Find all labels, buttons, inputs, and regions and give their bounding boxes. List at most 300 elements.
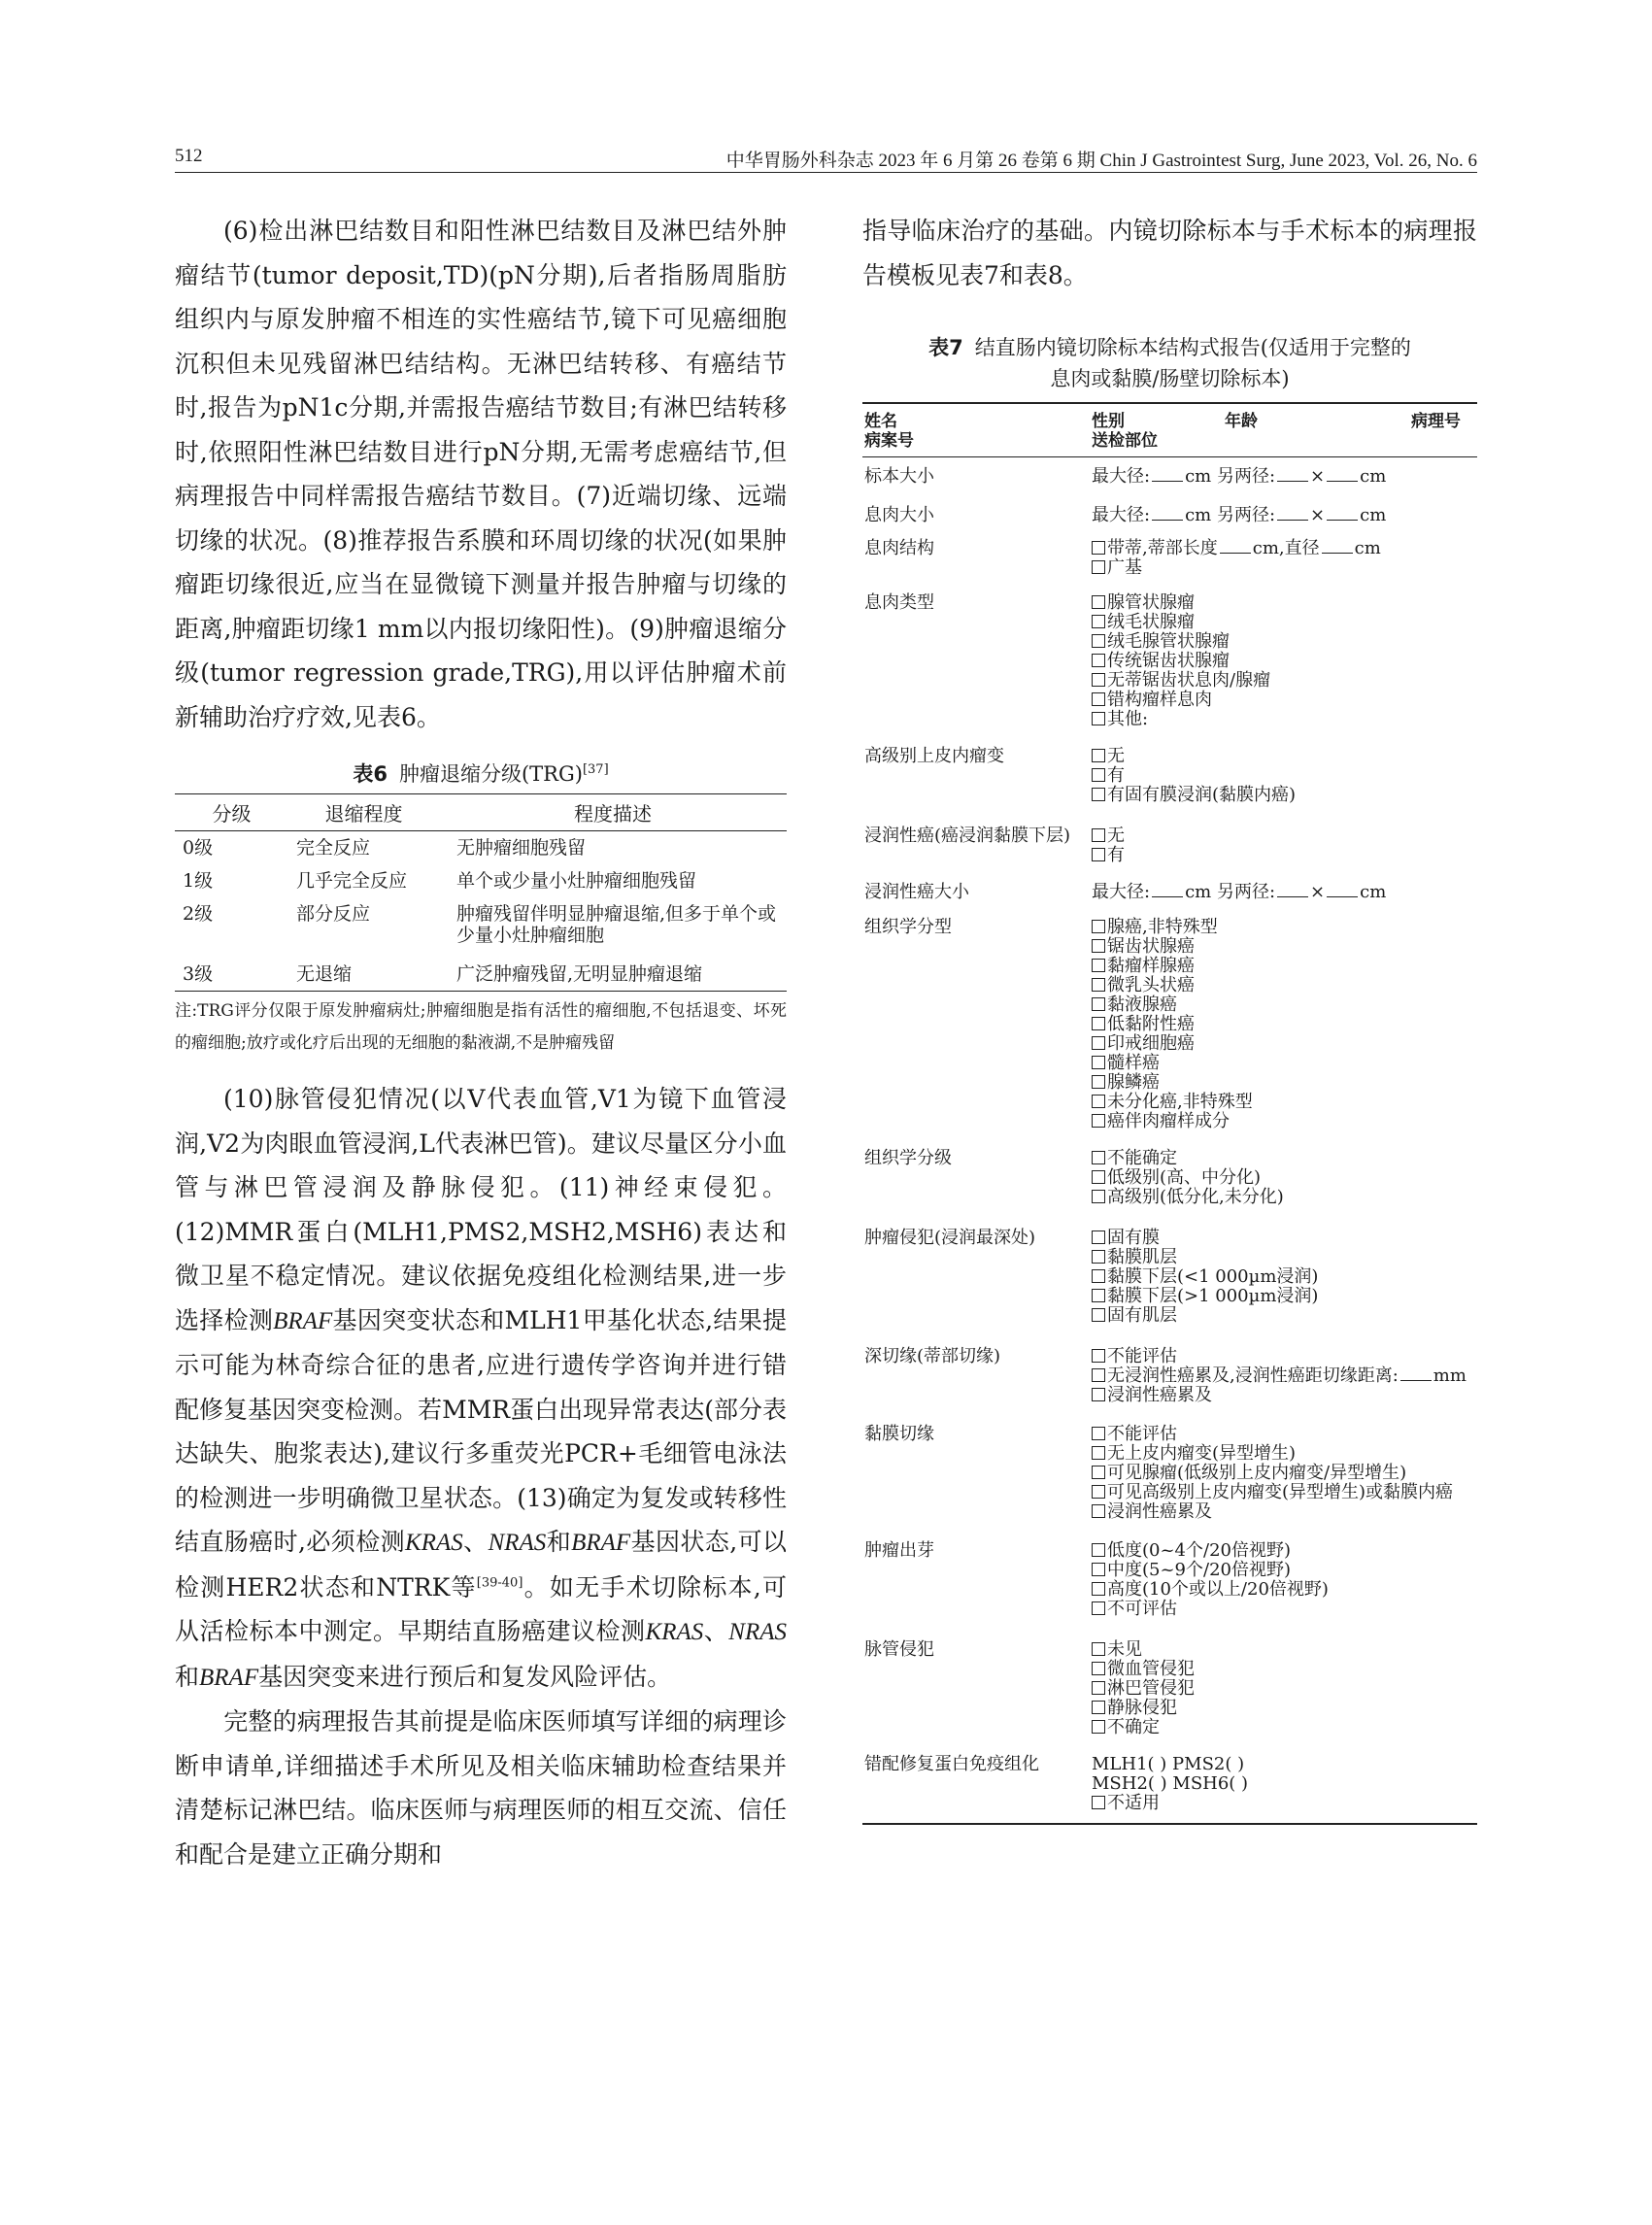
checkbox-option [1092,1267,1476,1287]
checkbox [1092,1466,1105,1479]
option-text: 有 [1107,845,1125,865]
option-text: 可见高级别上皮内瘤变(异型增生)或黏膜内癌 [1107,1482,1454,1502]
header-case-no: 病案号 [864,431,914,451]
checkbox-option [1092,1580,1476,1600]
table-cell: 肿瘤残留伴明显肿瘤退缩,但多于单个或少量小灶肿瘤细胞 [456,903,777,946]
checkbox [1092,595,1105,609]
table-row [862,1534,1477,1633]
blank-line [1277,481,1308,482]
row-label: 浸润性癌(癌浸润黏膜下层) [864,826,1071,846]
checkbox-option [1092,710,1476,729]
checkbox-option [1092,1561,1476,1580]
gene-name: BRAF [273,1307,333,1334]
checkbox-option [1092,766,1476,786]
table-cell: 完全反应 [296,837,371,859]
checkbox [1092,1190,1105,1203]
option-text: 不适用 [1107,1793,1160,1813]
option-text: 高度(10个或以上/20倍视野) [1107,1579,1329,1600]
option-text: 带蒂,蒂部长度 [1107,538,1218,558]
table-row [862,875,1477,910]
checkbox-option [1092,937,1476,957]
checkbox [1092,1289,1105,1302]
option-text: 低黏附性癌 [1107,1014,1195,1034]
checkbox-option [1092,1229,1476,1248]
size-label: 另两径: [1216,466,1276,487]
header-rule [175,172,1477,173]
paragraph-text: 基因突变来进行预后和复发风险评估。 [258,1662,672,1691]
checkbox [1092,1504,1105,1518]
option-text: 低级别(高、中分化) [1107,1167,1262,1188]
table7-caption [862,332,1477,394]
checkbox-option [1092,1054,1476,1073]
table-row [862,1417,1477,1534]
table6 [175,793,787,992]
size-label: 最大径: [1092,505,1151,525]
checkbox-option [1092,1248,1476,1267]
row-label: 组织学分型 [864,917,952,937]
checkbox [1092,1601,1105,1615]
checkbox-option [1092,1718,1476,1737]
option-text: cm,直径 [1252,538,1320,558]
option-text: 不可评估 [1107,1599,1177,1619]
row-label: 标本大小 [864,466,934,487]
checkbox-option [1092,671,1476,691]
option-text: 不能评估 [1107,1346,1177,1366]
separator: 和 [175,1662,200,1691]
checkbox-option [1092,1541,1476,1561]
checkbox [1092,1720,1105,1734]
checkbox [1092,1681,1105,1695]
checkbox-option [1092,652,1476,671]
table7-title-line1: 结直肠内镜切除标本结构式报告(仅适用于完整的 [974,336,1411,359]
checkbox [1092,692,1105,706]
checkbox [1092,1056,1105,1069]
option-text: 未见 [1107,1639,1142,1660]
row-label: 息肉类型 [864,592,934,613]
unit-cm: cm [1185,882,1217,902]
checkbox-option [1092,918,1476,937]
row-label: 浸润性癌大小 [864,882,969,902]
checkbox-option [1092,1306,1476,1326]
checkbox [1092,1662,1105,1675]
separator: 、 [462,1528,489,1556]
option-text: 广基 [1107,557,1142,578]
blank-line [1327,481,1358,482]
blank-line [1277,896,1308,897]
checkbox-option [1092,593,1476,613]
separator: 和 [546,1528,572,1556]
checkbox [1092,1427,1105,1440]
table-row [862,739,1477,819]
checkbox [1092,1642,1105,1656]
table6-title: 肿瘤退缩分级(TRG) [398,762,583,786]
checkbox [1092,1796,1105,1809]
row-label: 组织学分级 [864,1148,952,1168]
checkbox [1092,848,1105,861]
checkbox [1092,1543,1105,1557]
table-cell: 几乎完全反应 [296,870,408,892]
unit-cm: cm [1360,466,1387,487]
table-cell: 广泛肿瘤残留,无明显肿瘤退缩 [439,958,787,992]
table-row [175,897,787,958]
row-label: 高级别上皮内瘤变 [864,746,1004,766]
paragraph-text: 。如无手术切除标本,可从活检标本中测定。早期结直肠癌建议检测 [175,1572,787,1645]
option-text: 锯齿状腺癌 [1107,936,1195,957]
header-sex: 性别 [1092,412,1125,431]
option-text: 绒毛状腺瘤 [1107,612,1195,632]
checkbox [1092,1170,1105,1184]
table-row [862,910,1477,1141]
mmr-line: MLH1( ) PMS2( ) [1092,1754,1245,1774]
table6-col-degree: 退缩程度 [288,794,439,831]
table6-note: 注:TRG评分仅限于原发肿瘤病灶;肿瘤细胞是指有活性的瘤细胞,不包括退变、坏死的瘤细胞;放疗或化疗后出现的无细胞的黏液湖,不是肿瘤残留 [175,1001,787,1053]
mmr-line: MSH2( ) MSH6( ) [1092,1773,1249,1794]
gene-name: KRAS [405,1530,463,1556]
option-text: 无 [1107,826,1125,846]
gene-name: BRAF [199,1664,259,1691]
unit-cm: cm [1185,466,1217,487]
checkbox [1092,1114,1105,1128]
table-row [862,819,1477,875]
blank-line [1327,520,1358,521]
table-cell: 部分反应 [296,903,371,925]
checkbox [1092,959,1105,972]
option-text: cm [1354,538,1381,558]
checkbox [1092,1017,1105,1030]
body-paragraph-4: 指导临床治疗的基础。内镜切除标本与手术标本的病理报告模板见表7和表8。 [862,217,1477,289]
table-row [175,864,787,897]
row-value [1091,875,1477,910]
option-text: 印戒细胞癌 [1107,1033,1195,1054]
blank-line [1322,553,1353,554]
table-cell: 3级 [175,958,288,992]
row-label: 错配修复蛋白免疫组化 [864,1754,1039,1774]
option-text: 微血管侵犯 [1107,1659,1195,1679]
option-text: 腺癌,非特殊型 [1107,917,1218,937]
checkbox [1092,788,1105,801]
unit-cm: cm [1360,505,1387,525]
option-text: 黏瘤样腺癌 [1107,956,1195,976]
table6-ref: [37] [582,762,609,777]
checkbox-option [1092,1444,1476,1464]
checkbox-option [1092,976,1476,995]
blank-line [1220,553,1251,554]
row-label: 息肉结构 [864,538,934,558]
checkbox [1092,1701,1105,1714]
header-path-no: 病理号 [1411,412,1461,431]
table-row [862,1339,1477,1417]
size-label: 另两径: [1216,882,1276,902]
row-value [1091,910,1477,1141]
checkbox-option [1092,1188,1476,1207]
checkbox [1092,749,1105,762]
option-text: 黏膜下层(<1 000µm浸润) [1107,1266,1319,1287]
option-text: 低度(0~4个/20倍视野) [1107,1540,1291,1561]
checkbox-option [1092,632,1476,652]
checkbox [1092,1095,1105,1108]
table6-col-grade: 分级 [175,794,288,831]
checkbox-option [1092,1600,1476,1619]
option-text: 可见腺瘤(低级别上皮内瘤变/异型增生) [1107,1463,1407,1483]
checkbox [1092,828,1105,842]
option-text: 静脉侵犯 [1107,1698,1177,1718]
body-paragraph-2 [175,1077,787,1700]
checkbox-option [1092,1794,1476,1813]
gene-name: KRAS [645,1619,704,1645]
paragraph-text: (10)脉管侵犯情况(以V代表血管,V1为镜下血管浸润,V2为肉眼血管浸润,L代表淋巴管)。建议尽量区分小血管与淋巴管浸润及静脉侵犯。(11)神经束侵犯。(12)MMR蛋白(MLH1,PMS2,MSH2,MSH6)表达和微卫星不稳定情况。建议依据免疫组化检测结果,进一步选择检测 [175,1085,787,1334]
header-name: 姓名 [864,412,897,431]
option-text: 有 [1107,765,1125,786]
checkbox-option [1092,1660,1476,1679]
option-text: 中度(5~9个/20倍视野) [1107,1560,1291,1580]
blank-line [1277,520,1308,521]
gene-name: NRAS [728,1619,787,1645]
paragraph-text: 基因突变状态和MLH1甲基化状态,结果提示可能为林奇综合征的患者,应进行遗传学咨询并进行错配修复基因突变检测。若MMR蛋白出现异常表达(部分表达缺失、胞浆表达),建议行多重荧光PCR+毛细管电泳法的检测进一步明确微卫星状态。(13)确定为复发或转移性结直肠癌时,必须检测 [175,1305,787,1556]
table7-header-right [1091,403,1477,457]
left-column [175,209,787,1876]
row-label: 息肉大小 [864,505,934,525]
gene-name: BRAF [571,1530,631,1556]
row-value [1091,498,1477,531]
row-value [1091,1141,1477,1221]
paragraph-text: 基因状态,可以检测HER2状态和NTRK等 [175,1528,787,1601]
option-text: 固有膜 [1107,1228,1160,1248]
row-label: 黏膜切缘 [864,1424,934,1444]
paragraph-text: (6)检出淋巴结数目和阳性淋巴结数目及淋巴结外肿瘤结节(tumor deposit,TD)(pN分期),后者指肠周脂肪组织内与原发肿瘤不相连的实性癌结节,镜下可见癌细胞沉积但未见残留淋巴结结构。无淋巴结转移、有癌结节时,报告为pN1c分期,并需报告癌结节数目;有淋巴结转移时,依照阳性淋巴结数目进行pN分期,无需考虑癌结节,但病理报告中同样需报告癌结节数目。(7)近端切缘、远端切缘的状况。(8)推荐报告系膜和环周切缘的状况(如果肿瘤距切缘很近,应当在显微镜下测量并报告肿瘤与切缘的距离,肿瘤距切缘1 mm以内报切缘阳性)。(9)肿瘤退缩分级(tumor regression grade,TRG),用以评估肿瘤术前新辅助治疗疗效,见表6。 [175,217,787,731]
table7-title-line2: 息肉或黏膜/肠壁切除标本) [1050,367,1290,390]
row-value [1091,819,1477,875]
blank-line [1152,520,1183,521]
checkbox-option [1092,1093,1476,1112]
checkbox [1092,920,1105,933]
body-paragraph-3 [175,1700,787,1876]
checkbox-option [1092,1112,1476,1131]
option-text: 不确定 [1107,1717,1160,1737]
row-value [1091,1534,1477,1633]
option-text: 黏液腺癌 [1107,995,1177,1015]
table7-header-left [862,403,1091,457]
row-label: 肿瘤侵犯(浸润最深处) [864,1228,1036,1248]
table-cell: 2级 [183,903,214,925]
blank-line [1152,896,1183,897]
times-sign: × [1310,505,1326,525]
table-row [862,457,1477,499]
checkbox-option [1092,1464,1476,1483]
row-label: 肿瘤出芽 [864,1540,934,1561]
size-line [1092,883,1476,902]
option-text: mm [1433,1365,1467,1386]
times-sign: × [1310,466,1326,487]
table6-col-desc: 程度描述 [439,794,787,831]
checkbox-option [1092,846,1476,865]
option-text: 无 [1107,746,1125,766]
row-label: 脉管侵犯 [864,1639,934,1660]
body-paragraph-1 [175,209,787,739]
checkbox [1092,1485,1105,1499]
option-text: 绒毛腺管状腺瘤 [1107,631,1230,652]
citation: [39-40] [476,1575,523,1591]
row-value [1091,586,1477,739]
unit-cm: cm [1360,882,1387,902]
option-text: 癌伴肉瘤样成分 [1107,1111,1230,1131]
checkbox-option [1092,1347,1476,1366]
checkbox [1092,1349,1105,1363]
running-header: 中华胃肠外科杂志 2023 年 6 月第 26 卷第 6 期 Chin J Gastrointest Surg, June 2023, Vol. 26, No. 6 [725,151,1477,171]
checkbox [1092,1446,1105,1460]
table-row [175,958,787,992]
table-row [862,498,1477,531]
checkbox-option [1092,1287,1476,1306]
checkbox-option [1092,995,1476,1015]
table-row [862,531,1477,586]
checkbox-option [1092,613,1476,632]
option-text: 腺管状腺瘤 [1107,592,1195,613]
checkbox-option [1092,1073,1476,1093]
option-text: 有固有膜浸润(黏膜内癌) [1107,785,1297,805]
checkbox-option [1092,786,1476,805]
checkbox [1092,712,1105,725]
checkbox-option [1092,558,1476,578]
checkbox-option [1092,1483,1476,1502]
size-label: 最大径: [1092,882,1151,902]
table7 [862,402,1477,1825]
table6-caption [175,759,787,790]
checkbox [1092,1563,1105,1576]
checkbox-option [1092,1502,1476,1522]
checkbox [1092,1230,1105,1244]
checkbox-option [1092,747,1476,766]
checkbox [1092,673,1105,687]
checkbox [1092,615,1105,628]
checkbox-option [1092,1034,1476,1054]
checkbox [1092,1582,1105,1596]
unit-cm: cm [1185,505,1217,525]
checkbox [1092,1269,1105,1283]
row-value [1091,1339,1477,1417]
checkbox-option [1092,826,1476,846]
option-text: 固有肌层 [1107,1305,1177,1326]
option-text: 传统锯齿状腺瘤 [1107,651,1230,671]
size-line [1092,467,1476,487]
table6-header-row [175,794,787,831]
option-text: 无蒂锯齿状息肉/腺瘤 [1107,670,1271,691]
checkbox-option [1092,1640,1476,1660]
table-row [862,1221,1477,1339]
checkbox-option [1092,1149,1476,1168]
row-label: 深切缘(蒂部切缘) [864,1346,1001,1366]
option-text: 不能确定 [1107,1148,1177,1168]
checkbox [1092,939,1105,953]
checkbox [1092,560,1105,574]
checkbox [1092,1151,1105,1164]
checkbox-option [1092,1386,1476,1405]
paragraph-text: 完整的病理报告其前提是临床医师填写详细的病理诊断申请单,详细描述手术所见及相关临床辅助检查结果并清楚标记淋巴结。临床医师与病理医师的相互交流、信任和配合是建立正确分期和 [175,1707,787,1869]
header-site: 送检部位 [1092,431,1158,451]
table-cell: 单个或少量小灶肿瘤细胞残留 [456,870,697,892]
table-cell: 无退缩 [288,958,439,992]
row-value [1091,1633,1477,1747]
table-cell: 无肿瘤细胞残留 [456,837,587,859]
checkbox [1092,541,1105,555]
option-text: 腺鳞癌 [1107,1072,1160,1093]
right-column [862,209,1477,1825]
table-cell: 0级 [183,837,214,859]
table-row [862,1747,1477,1824]
checkbox-option [1092,1015,1476,1034]
checkbox-option [1092,1168,1476,1188]
row-value [1091,531,1477,586]
page-number: 512 [175,146,203,166]
option-text: 淋巴管侵犯 [1107,1678,1195,1699]
checkbox-option [1092,1679,1476,1699]
row-value [1091,1417,1477,1534]
blank-line [1152,481,1183,482]
option-text: 髓样癌 [1107,1053,1160,1073]
checkbox [1092,768,1105,782]
option-text: 无上皮内瘤变(异型增生) [1107,1443,1297,1464]
row-value [1091,1221,1477,1339]
checkbox [1092,1075,1105,1089]
table-row [862,1141,1477,1221]
table-row [175,831,787,865]
checkbox [1092,1388,1105,1401]
table-cell: 1级 [183,870,214,892]
blank-line [1400,1380,1432,1381]
checkbox-option [1092,1366,1476,1386]
checkbox [1092,1308,1105,1322]
option-text: 不能评估 [1107,1424,1177,1444]
checkbox-option [1092,1699,1476,1718]
header-age: 年龄 [1225,412,1258,431]
row-value [1091,457,1477,499]
checkbox [1092,654,1105,667]
option-text: 微乳头状癌 [1107,975,1195,995]
separator: 、 [703,1617,729,1645]
option-text: 无浸润性癌累及,浸润性癌距切缘距离: [1107,1365,1399,1386]
checkbox [1092,978,1105,992]
blank-line [1327,896,1358,897]
times-sign: × [1310,882,1326,902]
checkbox [1092,1250,1105,1264]
checkbox [1092,997,1105,1011]
option-text: 黏膜肌层 [1107,1247,1177,1267]
row-value [1091,1747,1477,1824]
checkbox [1092,634,1105,648]
checkbox-option [1092,539,1476,558]
row-value [1091,739,1477,819]
table6-label: 表6 [353,762,388,786]
table-row [862,586,1477,739]
option-text: 高级别(低分化,未分化) [1107,1187,1284,1207]
checkbox-option [1092,1425,1476,1444]
table7-header-row [862,403,1477,457]
size-label: 最大径: [1092,466,1151,487]
option-text: 未分化癌,非特殊型 [1107,1092,1253,1112]
option-text: 错构瘤样息肉 [1107,690,1212,710]
option-text: 浸润性癌累及 [1107,1501,1212,1522]
option-text: 浸润性癌累及 [1107,1385,1212,1405]
checkbox-option [1092,957,1476,976]
size-line [1092,506,1476,525]
checkbox [1092,1036,1105,1050]
option-text: 黏膜下层(>1 000µm浸润) [1107,1286,1319,1306]
checkbox-option [1092,691,1476,710]
table7-label: 表7 [928,336,963,359]
size-label: 另两径: [1216,505,1276,525]
checkbox [1092,1368,1105,1382]
gene-name: NRAS [488,1530,547,1556]
option-text: 其他: [1107,709,1149,729]
